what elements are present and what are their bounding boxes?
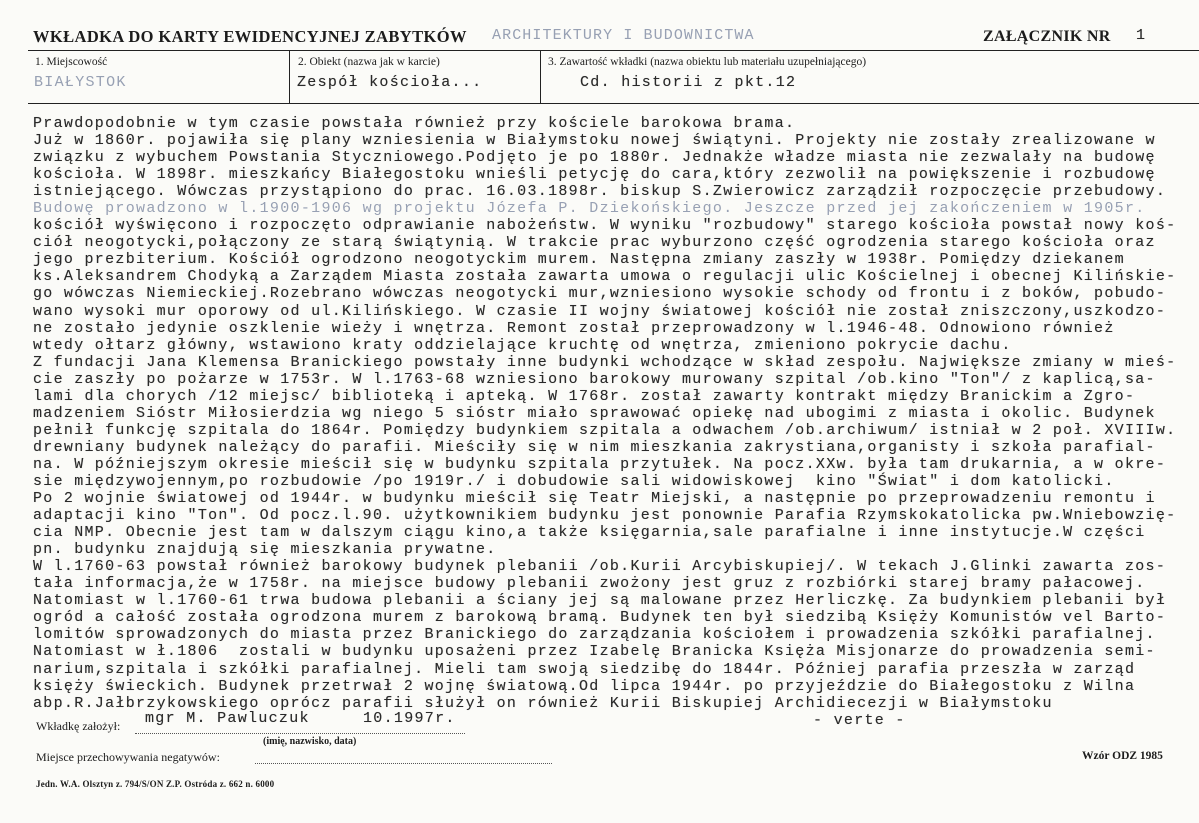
author-caption: (imię, nazwisko, data): [263, 736, 357, 747]
header-divider: [28, 50, 1199, 51]
body-line: związku z wybuchem Powstania Styczniowego.Podjęto je po 1880r. Jednakże władze miasta nie zezwalały na budowę: [33, 149, 1156, 167]
attachment-number: 1: [1136, 27, 1147, 44]
field-divider-2: [540, 51, 541, 103]
body-line: ne zostało jedynie oszklenie wieży i wnętrza. Remont został przeprowadzony w l.1946-48. Odnowiono również: [33, 319, 1115, 337]
body-line: cie zaszły po pożarze w 1753r. W l.1763-68 wzniesiono barokowy murowany szpital /ob.kino "Ton"/ z kaplicą,sa-: [33, 370, 1156, 388]
body-line: Budowę prowadzono w l.1900-1906 wg projektu Józefa P. Dziekońskiego. Jeszcze przed jej zakończeniem w 1905r.: [33, 200, 1146, 218]
locality-value: BIAŁYSTOK: [34, 74, 127, 91]
body-line: kościół wyświęcono i rozpoczęto odprawianie nabożeństw. W wyniku "rozbudowy" starego kościoła powstał nowy koś-: [33, 217, 1177, 235]
body-line: Z fundacji Jana Klemensa Branickiego powstały inne budynki wchodzące w skład zespołu. Największe zmiany w mieś-: [33, 353, 1177, 371]
body-line: pełnił funkcję szpitala do 1864r. Pomiędzy budynkiem szpitala a odwachem /ob.archiwum/ istniał w 2 poł. XVIIIw.: [33, 421, 1177, 439]
body-line: Prawdopodobnie w tym czasie powstała również przy kościele barokowa brama.: [33, 115, 796, 132]
body-line: madzeniem Sióstr Miłosierdzia wg niego 5 sióstr miało sprawować opiekę nad ubogimi z miasta i okolic. Budynek: [33, 404, 1156, 422]
body-line: istniejącego. Wówczas przystąpiono do prac. 16.03.1898r. biskup S.Zwierowicz zarządził rozpoczęcie przebudowy.: [33, 183, 1167, 201]
body-line: lami dla chorych /12 miejsc/ biblioteką i apteką. W 1768r. został zawarty kontrakt między Branickim a Zgro-: [33, 387, 1136, 405]
body-line: wano wysoki mur oporowy od ul.Kilińskiego. W czasie II wojny światowej kościół nie został zniszczony,uszkodzo-: [33, 302, 1167, 320]
body-line: ciół neogotycki,połączony ze starą świątynią. W trakcie prac wyburzono część ogrodzenia starego kościoła oraz: [33, 234, 1156, 252]
history-text: [33, 115, 1176, 712]
body-line: kościoła. W 1898r. mieszkańcy Białegostoku wnieśli petycję do cara,który zezwolił na powiększenie i rozbudowę: [33, 166, 1156, 184]
body-line: na. W późniejszym okresie mieścił się w budynku szpitala przytułek. Na pocz.XXw. była tam drukarnia, a w okre-: [33, 455, 1167, 473]
author-label: Wkładkę założył:: [36, 719, 121, 733]
verte-note: - verte -: [813, 712, 906, 729]
body-line: adaptacji kino "Ton". Od pocz.l.90. użytkownikiem budynku jest ponownie Parafia Rzymskokatolicka pw.Wniebowzię-: [33, 507, 1177, 525]
body-line: sie międzywojennym,po rozbudowie /po 1919r./ i dobudowie sali widowiskowej kino "Świat" i dom katolicki.: [33, 472, 1115, 490]
body-line: go wówczas Niemieckiej.Rozebrano wówczas neogotycki mur,wzniesiono wysokie schody od frontu i z boków, pobudo-: [33, 285, 1167, 303]
body-line: jego prezbiterium. Kościół ogrodzono neogotyckim murem. Następna zmiany zaszły w 1938r. Pomiędzy dziekanem: [33, 251, 1125, 269]
author-name: mgr M. Pawluczuk: [145, 710, 310, 727]
author-date: 10.1997r.: [363, 710, 456, 727]
content-label: 3. Zawartość wkładki (nazwa obiektu lub materiału uzupełniającego): [548, 56, 867, 68]
body-line: księży świeckich. Budynek przetrwał 2 wojnę światową.Od lipca 1944r. po przyjeździe do Białegostoku z Wilna: [33, 677, 1136, 695]
body-line: Już w 1860r. pojawiła się plany wzniesienia w Białymstoku nowej świątyni. Projekty nie zostały zrealizowane w: [33, 132, 1156, 150]
form-title-typed-part: ARCHITEKTURY I BUDOWNICTWA: [492, 27, 755, 44]
fields-divider: [28, 103, 1199, 104]
body-line: pn. budynku znajdują się mieszkania prywatne.: [33, 541, 497, 559]
body-line: abp.R.Jałbrzykowskiego oprócz parafii służył on również Kurii Biskupiej Archidiecezji w Białymstoku: [33, 694, 1053, 712]
body-line: narium,szpitala i szkółki parafialnej. Mieli tam swoją siedzibę do 1844r. Później parafia przeszła w zarząd: [33, 660, 1136, 678]
body-line: lomitów sprowadzonych do miasta przez Branickiego do zarządzania kościołem i prowadzenia szkółki parafialnej.: [33, 626, 1156, 644]
body-line: ks.Aleksandrem Chodyką a Zarządem Miasta została zawarta umowa o regulacji ulic Kościelnej i obecnej Kilińskie-: [33, 268, 1177, 286]
form-title: WKŁADKA DO KARTY EWIDENCYJNEJ ZABYTKÓW: [33, 27, 467, 46]
body-line: Natomiast w ł.1806 zostali w budynku uposażeni przez Izabelę Branicka Księża Misjonarze do prowadzenia semi-: [33, 643, 1156, 661]
object-value: Zespół kościoła...: [297, 74, 483, 91]
body-line: Po 2 wojnie światowej od 1944r. w budynku mieścił się Teatr Miejski, a następnie po przeprowadzeniu remontu i: [33, 490, 1156, 508]
body-line: drewniany budynek należący do parafii. Mieściły się w nim mieszkania zakrystiana,organisty i szkoła parafial-: [33, 438, 1156, 456]
form-model: Wzór ODZ 1985: [1082, 750, 1163, 762]
locality-label: 1. Miejscowość: [35, 56, 108, 68]
body-line: Natomiast w l.1760-61 trwa budowa plebanii a ściany jej są malowane przez Herliczkę. Za budynkiem plebanii był: [33, 592, 1167, 610]
field-divider-1: [289, 51, 290, 103]
content-value: Cd. historii z pkt.12: [580, 74, 797, 91]
body-line: cia NMP. Obecnie jest tam w dalszym ciągu kino,a także księgarnia,sale parafialne i inne instytucje.W części: [33, 524, 1146, 542]
body-line: wtedy ołtarz główny, wstawiono kraty oddzielające kruchtę od wnętrza, zmieniono pokrycie dachu.: [33, 336, 1012, 354]
body-line: W l.1760-63 powstał również barokowy budynek plebanii /ob.Kurii Arcybiskupiej/. W tekach J.Glinki zawarta zos-: [33, 558, 1167, 576]
negatives-label: Miejsce przechowywania negatywów:: [36, 750, 220, 764]
author-signature-line: [135, 733, 465, 734]
body-line: tała informacja,że w 1758r. na miejsce budowy plebanii zwożony jest gruz z rozbiórki starej bramy pałacowej.: [33, 575, 1146, 593]
negatives-line: [255, 763, 552, 764]
printer-note: Jedn. W.A. Olsztyn z. 794/S/ON Z.P. Ostróda z. 662 n. 6000: [36, 779, 275, 789]
body-line: ogród a całość została ogrodzona murem z barokową bramą. Budynek ten był siedzibą Księży Komunistów vel Barto-: [33, 609, 1167, 627]
object-label: 2. Obiekt (nazwa jak w karcie): [298, 56, 440, 68]
attachment-label: ZAŁĄCZNIK NR: [983, 28, 1111, 45]
